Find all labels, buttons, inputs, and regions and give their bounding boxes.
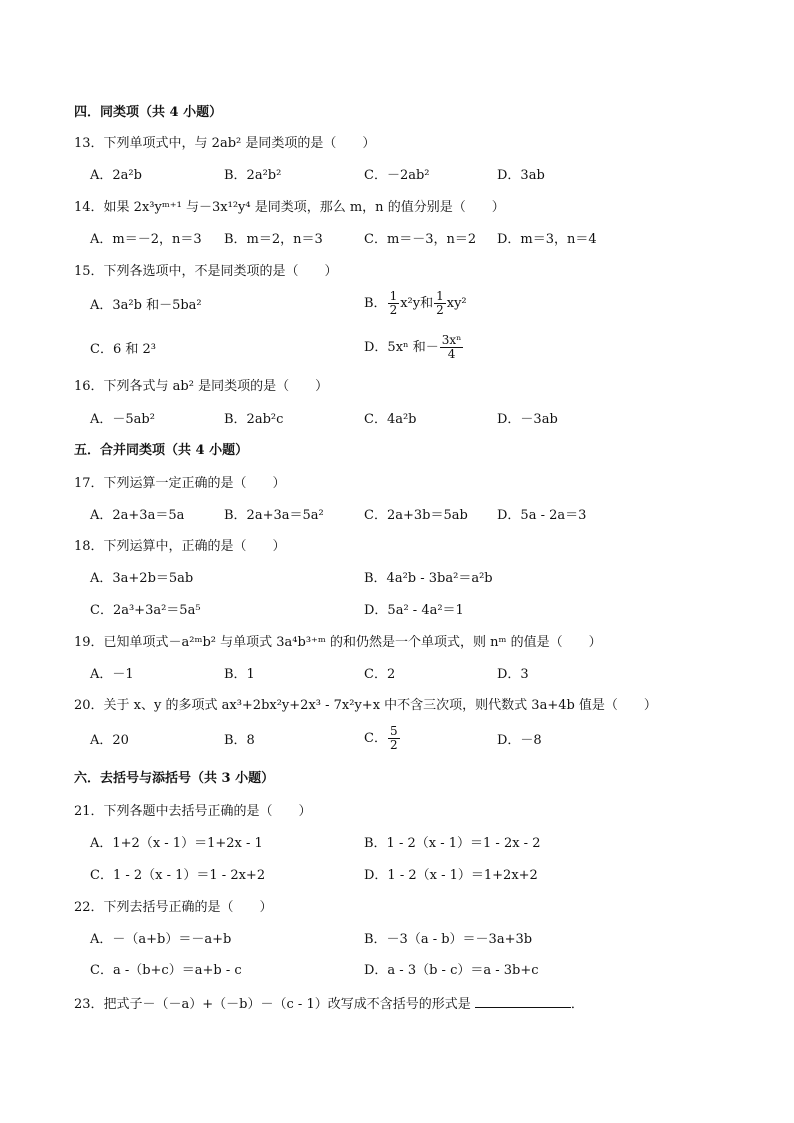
section-title-6: 六．去括号与添括号（共 3 小题） xyxy=(74,771,275,786)
question-20-stem: 20．关于 x、y 的多项式 ax³+2bx²y+2x³ - 7x²y+x 中不含三次项，则代数式 3a+4b 值是（ ） xyxy=(74,698,657,713)
q18-option-c: C．2a³+3a²＝5a⁵ xyxy=(90,603,201,618)
q15-option-c: C．6 和 2³ xyxy=(90,342,156,357)
q18-option-a: A．3a+2b＝5ab xyxy=(90,571,194,586)
q17-option-a: A．2a+3a＝5a xyxy=(90,508,185,523)
q22-option-d: D．a - 3（b - c）＝a - 3b+c xyxy=(364,963,539,978)
q17-option-d: D．5a - 2a＝3 xyxy=(497,508,587,523)
q20-c-label: C． xyxy=(364,731,387,746)
q20-option-d: D．－8 xyxy=(497,733,542,748)
q20-option-c xyxy=(364,725,401,752)
question-14-stem: 14．如果 2x³yᵐ⁺¹ 与－3x¹²y⁴ 是同类项，那么 m，n 的值分别是（ ） xyxy=(74,200,505,215)
q19-option-d: D．3 xyxy=(497,667,529,682)
q17-option-c: C．2a+3b＝5ab xyxy=(364,508,468,523)
q13-option-b: B．2a²b² xyxy=(224,168,282,183)
q17-option-b: B．2a+3a＝5a² xyxy=(224,508,324,523)
q20-option-a: A．20 xyxy=(90,733,129,748)
q22-option-b: B．－3（a - b）＝－3a+3b xyxy=(364,932,533,947)
q20-option-b: B．8 xyxy=(224,733,255,748)
answer-blank[interactable] xyxy=(475,995,571,1008)
q15-b-end: xy² xyxy=(446,296,467,311)
fraction: $\frac{\text{3xⁿ}}{4}$ xyxy=(441,333,462,361)
question-15-stem: 15．下列各选项中，不是同类项的是（ ） xyxy=(74,264,338,279)
q14-option-b: B．m＝2，n＝3 xyxy=(224,232,323,247)
q21-option-c: C．1 - 2（x - 1）＝1 - 2x+2 xyxy=(90,868,266,883)
q21-option-d: D．1 - 2（x - 1）＝1+2x+2 xyxy=(364,868,538,883)
q23-text: 23．把式子－（－a）+（－b）－（c - 1）改写成不含括号的形式是 xyxy=(74,997,471,1012)
q22-option-c: C．a -（b+c）＝a+b - c xyxy=(90,963,242,978)
fraction: $\frac{1}{2}$ xyxy=(436,289,444,317)
q19-option-b: B．1 xyxy=(224,667,255,682)
question-18-stem: 18．下列运算中，正确的是（ ） xyxy=(74,539,286,554)
fraction: $\frac{1}{2}$ xyxy=(389,289,398,317)
q19-option-a: A．－1 xyxy=(90,667,134,682)
q21-option-a: A．1+2（x - 1）＝1+2x - 1 xyxy=(90,836,263,851)
q22-option-a: A．－（a+b）＝－a+b xyxy=(90,932,232,947)
q14-option-a: A．m＝－2，n＝3 xyxy=(90,232,202,247)
q15-b-mid: x²y和 xyxy=(400,296,434,311)
q15-option-d xyxy=(364,334,464,361)
q19-option-c: C．2 xyxy=(364,667,396,682)
q15-option-a: A．3a²b 和－5ba² xyxy=(90,298,202,313)
q16-option-c: C．4a²b xyxy=(364,412,417,427)
fraction: $\frac{5}{2}$ xyxy=(389,724,398,752)
section-title-4: 四．同类项（共 4 小题） xyxy=(74,105,223,120)
q16-option-a: A．－5ab² xyxy=(90,412,155,427)
q18-option-d: D．5a² - 4a²＝1 xyxy=(364,603,464,618)
q21-option-b: B．1 - 2（x - 1）＝1 - 2x - 2 xyxy=(364,836,541,851)
q15-option-b xyxy=(364,290,467,317)
question-21-stem: 21．下列各题中去括号正确的是（ ） xyxy=(74,804,312,819)
question-16-stem: 16．下列各式与 ab² 是同类项的是（ ） xyxy=(74,379,329,394)
section-title-5: 五．合并同类项（共 4 小题） xyxy=(74,443,249,458)
q14-option-d: D．m＝3，n＝4 xyxy=(497,232,597,247)
question-17-stem: 17．下列运算一定正确的是（ ） xyxy=(74,476,286,491)
question-19-stem: 19．已知单项式－a²ᵐb² 与单项式 3a⁴b³⁺ᵐ 的和仍然是一个单项式，则 nᵐ 的值是（ ） xyxy=(74,635,602,650)
q13-option-c: C．－2ab² xyxy=(364,168,430,183)
q23-end: ． xyxy=(570,997,584,1012)
q13-option-a: A．2a²b xyxy=(90,168,142,183)
q18-option-b: B．4a²b - 3ba²＝a²b xyxy=(364,571,493,586)
q16-option-d: D．－3ab xyxy=(497,412,558,427)
q13-option-d: D．3ab xyxy=(497,168,545,183)
q14-option-c: C．m＝－3，n＝2 xyxy=(364,232,477,247)
q15-b-label: B． xyxy=(364,296,387,311)
question-13-stem: 13．下列单项式中，与 2ab² 是同类项的是（ ） xyxy=(74,136,376,151)
question-23-stem xyxy=(74,995,584,1014)
q15-d-label: D．5xⁿ 和－ xyxy=(364,340,439,355)
q16-option-b: B．2ab²c xyxy=(224,412,284,427)
question-22-stem: 22．下列去括号正确的是（ ） xyxy=(74,900,273,915)
